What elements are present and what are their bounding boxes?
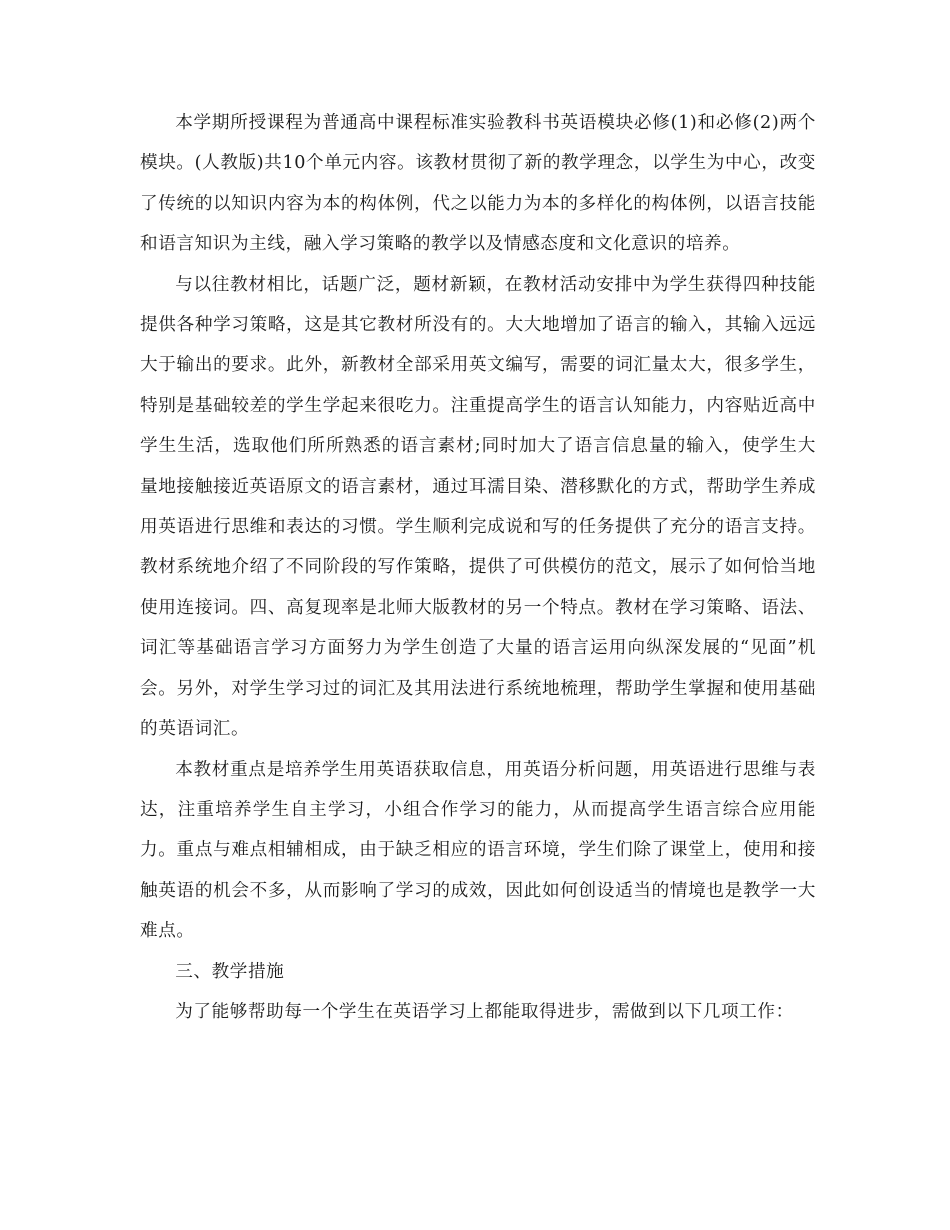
document-body [140, 103, 816, 1032]
paragraph-course-overview: 本学期所授课程为普通高中课程标准实验教科书英语模块必修(1)和必修(2)两个模块。(人教版)共10个单元内容。该教材贯彻了新的教学理念，以学生为中心，改变了传统的以知识内容为本的构体例，代之以能力为本的多样化的构体例，以语言技能和语言知识为主线，融入学习策略的教学以及情感态度和文化意识的培养。 [140, 113, 816, 255]
paragraph-textbook-comparison: 与以往教材相比，话题广泛，题材新颖，在教材活动安排中为学生获得四种技能提供各种学习策略，这是其它教材所没有的。大大地增加了语言的输入，其输入远远大于输出的要求。此外，新教材全部采用英文编写，需要的词汇量太大，很多学生，特别是基础较差的学生学起来很吃力。注重提高学生的语言认知能力，内容贴近高中学生生活，选取他们所所熟悉的语言素材;同时加大了语言信息量的输入，使学生大量地接触接近英语原文的语言素材，通过耳濡目染、潜移默化的方式，帮助学生养成用英语进行思维和表达的习惯。学生顺利完成说和写的任务提供了充分的语言支持。教材系统地介绍了不同阶段的写作策略，提供了可供模仿的范文，展示了如何恰当地使用连接词。四、高复现率是北师大版教材的另一个特点。教材在学习策略、语法、词汇等基础语言学习方面努力为学生创造了大量的语言运用向纵深发展的“见面”机会。另外，对学生学习过的词汇及其用法进行系统地梳理，帮助学生掌握和使用基础的英语词汇。 [140, 274, 816, 740]
paragraph-measures-intro: 为了能够帮助每一个学生在英语学习上都能取得进步，需做到以下几项工作： [175, 1001, 794, 1022]
paragraph-key-difficulties: 本教材重点是培养学生用英语获取信息，用英语分析问题，用英语进行思维与表达，注重培养学生自主学习，小组合作学习的能力，从而提高学生语言综合应用能力。重点与难点相辅相成，由于缺乏相应的语言环境，学生们除了课堂上，使用和接触英语的机会不多，从而影响了学习的成效，因此如何创设适当的情境也是教学一大难点。 [140, 759, 816, 942]
section-heading: 三、教学措施 [175, 961, 285, 982]
